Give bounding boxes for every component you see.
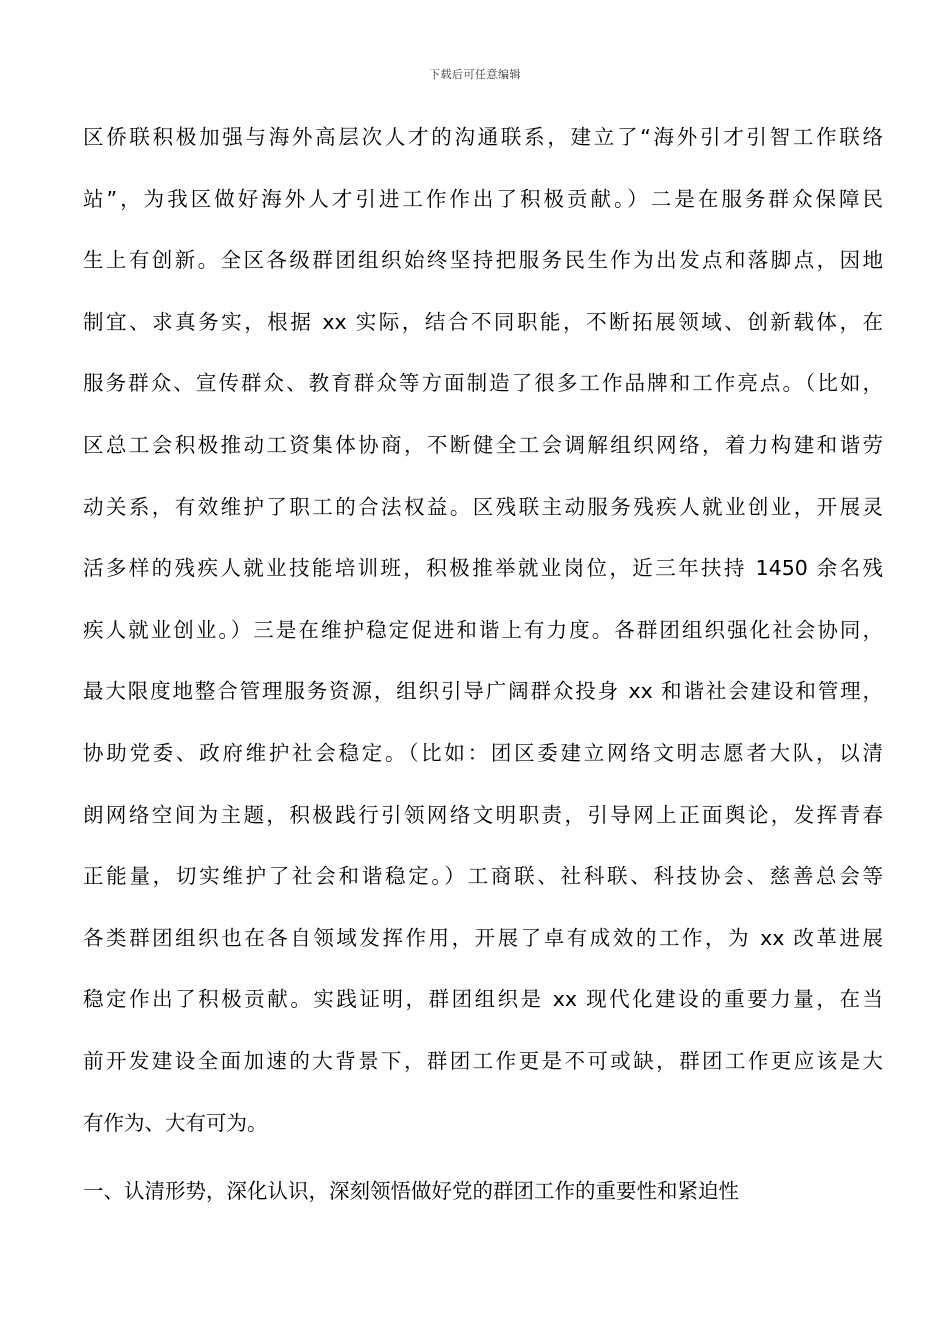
paragraph-line: 最大限度地整合管理服务资源，组织引导广阔群众投身 xx 和谐社会建设和管理， (83, 679, 883, 704)
paragraph-line: 生上有创新。全区各级群团组织始终坚持把服务民生作为出发点和落脚点，因地 (83, 248, 883, 273)
paragraph-line: 疾人就业创业。）三是在维护稳定促进和谐上有力度。各群团组织强化社会协同， (83, 617, 883, 642)
paragraph-line: 协助党委、政府维护社会稳定。（比如：团区委建立网络文明志愿者大队，以清 (83, 740, 883, 765)
paragraph-line: 前开发建设全面加速的大背景下，群团工作更是不可或缺，群团工作更应该是大 (83, 1048, 883, 1073)
paragraph-line: 各类群团组织也在各自领域发挥作用，开展了卓有成效的工作，为 xx 改革进展 (83, 925, 883, 950)
page-header: 下载后可任意编辑 (429, 68, 521, 81)
paragraph-line: 稳定作出了积极贡献。实践证明，群团组织是 xx 现代化建设的重要力量，在当 (83, 987, 883, 1012)
section-heading: 一、认清形势，深化认识，深刻领悟做好党的群团工作的重要性和紧迫性 (83, 1179, 739, 1203)
paragraph-line: 活多样的残疾人就业技能培训班，积极推举就业岗位，近三年扶持 1450 余名残 (83, 556, 883, 581)
paragraph-line: 动关系，有效维护了职工的合法权益。区残联主动服务残疾人就业创业，开展灵 (83, 494, 883, 519)
paragraph-line: 制宜、求真务实，根据 xx 实际，结合不同职能，不断拓展领域、创新载体，在 (83, 309, 883, 334)
paragraph-line: 站”，为我区做好海外人才引进工作作出了积极贡献。）二是在服务群众保障民 (83, 186, 883, 211)
paragraph-line: 正能量，切实维护了社会和谐稳定。）工商联、社科联、科技协会、慈善总会等 (83, 864, 883, 889)
body-paragraph (83, 114, 883, 1161)
paragraph-line: 区侨联积极加强与海外高层次人才的沟通联系，建立了“海外引才引智工作联络 (83, 125, 883, 149)
paragraph-line: 区总工会积极推动工资集体协商，不断健全工会调解组织网络，着力构建和谐劳 (83, 432, 883, 457)
paragraph-line: 朗网络空间为主题，积极践行引领网络文明职责，引导网上正面舆论，发挥青春 (83, 802, 883, 827)
paragraph-line: 有作为、大有可为。 (83, 1110, 268, 1135)
paragraph-line: 服务群众、宣传群众、教育群众等方面制造了很多工作品牌和工作亮点。（比如， (83, 371, 883, 396)
